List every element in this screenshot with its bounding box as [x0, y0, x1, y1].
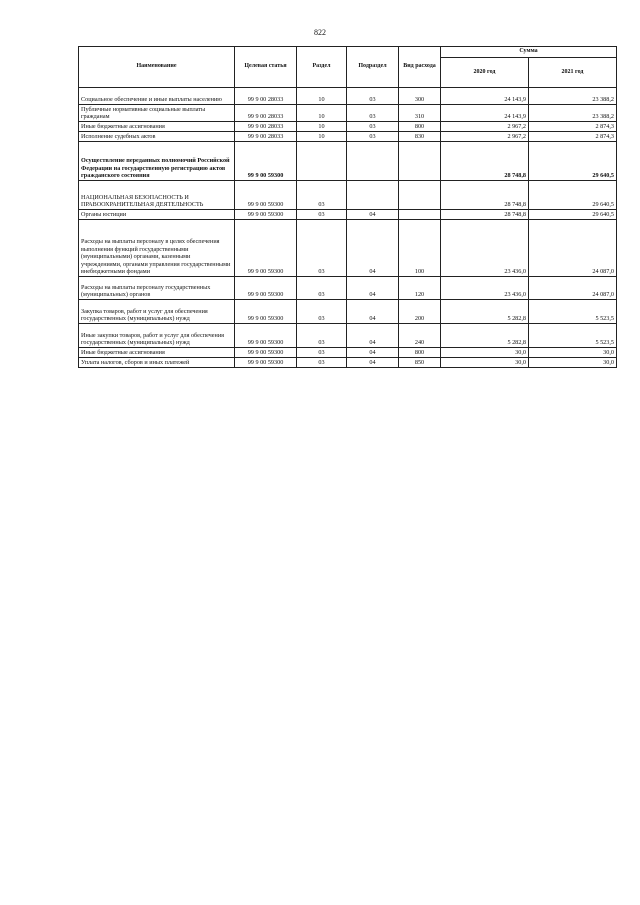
cell-target: 99 9 00 28033 — [235, 132, 297, 142]
table-body — [79, 88, 617, 368]
cell-2020: 28 748,8 — [441, 210, 529, 220]
cell-subsection: 03 — [347, 105, 399, 122]
cell-expense-type: 850 — [399, 358, 441, 368]
cell-section: 03 — [297, 358, 347, 368]
table-row — [79, 132, 617, 142]
cell-section: 03 — [297, 348, 347, 358]
cell-expense-type — [399, 210, 441, 220]
table-row — [79, 277, 617, 300]
table-row — [79, 122, 617, 132]
cell-subsection: 04 — [347, 324, 399, 348]
cell-target: 99 9 00 59300 — [235, 348, 297, 358]
cell-2021: 23 388,2 — [529, 88, 617, 105]
cell-section: 03 — [297, 210, 347, 220]
cell-section: 10 — [297, 132, 347, 142]
cell-section: 10 — [297, 105, 347, 122]
cell-2021: 29 640,5 — [529, 142, 617, 181]
cell-section: 03 — [297, 277, 347, 300]
cell-subsection: 03 — [347, 88, 399, 105]
cell-2021: 30,0 — [529, 348, 617, 358]
cell-name: Иные закупки товаров, работ и услуг для обеспечения государственных (муниципальных) нужд — [79, 324, 235, 348]
table-row — [79, 181, 617, 210]
cell-2021: 30,0 — [529, 358, 617, 368]
cell-section: 03 — [297, 181, 347, 210]
cell-2021: 24 087,0 — [529, 277, 617, 300]
cell-name: Публичные нормативные социальные выплаты гражданам — [79, 105, 235, 122]
header-year-2020: 2020 год — [441, 58, 529, 88]
cell-target: 99 9 00 59300 — [235, 181, 297, 210]
cell-target: 99 9 00 59300 — [235, 324, 297, 348]
table-header — [79, 47, 617, 88]
cell-2020: 2 967,2 — [441, 122, 529, 132]
cell-name: Исполнение судебных актов — [79, 132, 235, 142]
cell-2020: 2 967,2 — [441, 132, 529, 142]
cell-2020: 30,0 — [441, 358, 529, 368]
cell-2021: 29 640,5 — [529, 210, 617, 220]
cell-2020: 5 282,8 — [441, 324, 529, 348]
cell-name: Иные бюджетные ассигнования — [79, 348, 235, 358]
cell-target: 99 9 00 59300 — [235, 277, 297, 300]
cell-2021: 23 388,2 — [529, 105, 617, 122]
header-amount: Сумма — [441, 47, 617, 58]
table-row — [79, 105, 617, 122]
table-row — [79, 220, 617, 277]
cell-target: 99 9 00 59300 — [235, 358, 297, 368]
page-number: 822 — [314, 28, 326, 37]
cell-section: 03 — [297, 220, 347, 277]
cell-2020: 28 748,8 — [441, 181, 529, 210]
cell-2020: 28 748,8 — [441, 142, 529, 181]
cell-expense-type: 100 — [399, 220, 441, 277]
header-subsection: Подраздел — [347, 47, 399, 88]
cell-section: 03 — [297, 300, 347, 324]
cell-subsection: 04 — [347, 348, 399, 358]
table-row — [79, 142, 617, 181]
cell-expense-type — [399, 181, 441, 210]
cell-2020: 30,0 — [441, 348, 529, 358]
cell-expense-type — [399, 142, 441, 181]
cell-target: 99 9 00 28033 — [235, 105, 297, 122]
cell-subsection: 04 — [347, 277, 399, 300]
cell-subsection: 04 — [347, 210, 399, 220]
cell-name: Закупка товаров, работ и услуг для обеспечения государственных (муниципальных) нужд — [79, 300, 235, 324]
header-target: Целевая статья — [235, 47, 297, 88]
cell-section: 10 — [297, 122, 347, 132]
cell-expense-type: 800 — [399, 348, 441, 358]
cell-2020: 5 282,8 — [441, 300, 529, 324]
cell-2021: 29 640,5 — [529, 181, 617, 210]
cell-target: 99 9 00 59300 — [235, 220, 297, 277]
budget-table — [78, 46, 617, 368]
header-name: Наименование — [79, 47, 235, 88]
cell-section — [297, 142, 347, 181]
cell-name: НАЦИОНАЛЬНАЯ БЕЗОПАСНОСТЬ И ПРАВООХРАНИТЕЛЬНАЯ ДЕЯТЕЛЬНОСТЬ — [79, 181, 235, 210]
cell-2020: 23 436,0 — [441, 220, 529, 277]
cell-name: Иные бюджетные ассигнования — [79, 122, 235, 132]
cell-2021: 2 874,3 — [529, 122, 617, 132]
cell-subsection: 04 — [347, 358, 399, 368]
table-row — [79, 324, 617, 348]
cell-expense-type: 310 — [399, 105, 441, 122]
header-section: Раздел — [297, 47, 347, 88]
cell-section: 03 — [297, 324, 347, 348]
table-row — [79, 358, 617, 368]
cell-name: Расходы на выплаты персоналу государственных (муниципальных) органов — [79, 277, 235, 300]
cell-name: Уплата налогов, сборов и иных платежей — [79, 358, 235, 368]
cell-2020: 24 143,9 — [441, 105, 529, 122]
cell-expense-type: 300 — [399, 88, 441, 105]
cell-target: 99 9 00 59300 — [235, 300, 297, 324]
cell-subsection — [347, 181, 399, 210]
cell-name: Осуществление переданных полномочий Российской Федерации на государственную регистрацию актов гражданского состояния — [79, 142, 235, 181]
cell-expense-type: 800 — [399, 122, 441, 132]
cell-name: Органы юстиции — [79, 210, 235, 220]
cell-expense-type: 830 — [399, 132, 441, 142]
cell-2021: 24 087,0 — [529, 220, 617, 277]
cell-name: Социальное обеспечение и иные выплаты населению — [79, 88, 235, 105]
cell-expense-type: 200 — [399, 300, 441, 324]
table-row — [79, 88, 617, 105]
cell-target: 99 9 00 59300 — [235, 142, 297, 181]
cell-2020: 23 436,0 — [441, 277, 529, 300]
header-year-2021: 2021 год — [529, 58, 617, 88]
cell-2021: 5 523,5 — [529, 300, 617, 324]
cell-subsection: 04 — [347, 300, 399, 324]
table-row — [79, 210, 617, 220]
cell-subsection: 04 — [347, 220, 399, 277]
cell-2021: 5 523,5 — [529, 324, 617, 348]
header-expense-type: Вид расхода — [399, 47, 441, 88]
cell-subsection: 03 — [347, 122, 399, 132]
cell-section: 10 — [297, 88, 347, 105]
cell-subsection: 03 — [347, 132, 399, 142]
cell-target: 99 9 00 28033 — [235, 122, 297, 132]
cell-2021: 2 874,3 — [529, 132, 617, 142]
cell-expense-type: 120 — [399, 277, 441, 300]
cell-target: 99 9 00 59300 — [235, 210, 297, 220]
cell-name: Расходы на выплаты персоналу в целях обеспечения выполнения функций государственными (муниципальными) органами, казенными учреждениями, органами управления государственными внебюджетными фондами — [79, 220, 235, 277]
cell-subsection — [347, 142, 399, 181]
table-row — [79, 348, 617, 358]
table-row — [79, 300, 617, 324]
cell-2020: 24 143,9 — [441, 88, 529, 105]
cell-expense-type: 240 — [399, 324, 441, 348]
cell-target: 99 9 00 28033 — [235, 88, 297, 105]
